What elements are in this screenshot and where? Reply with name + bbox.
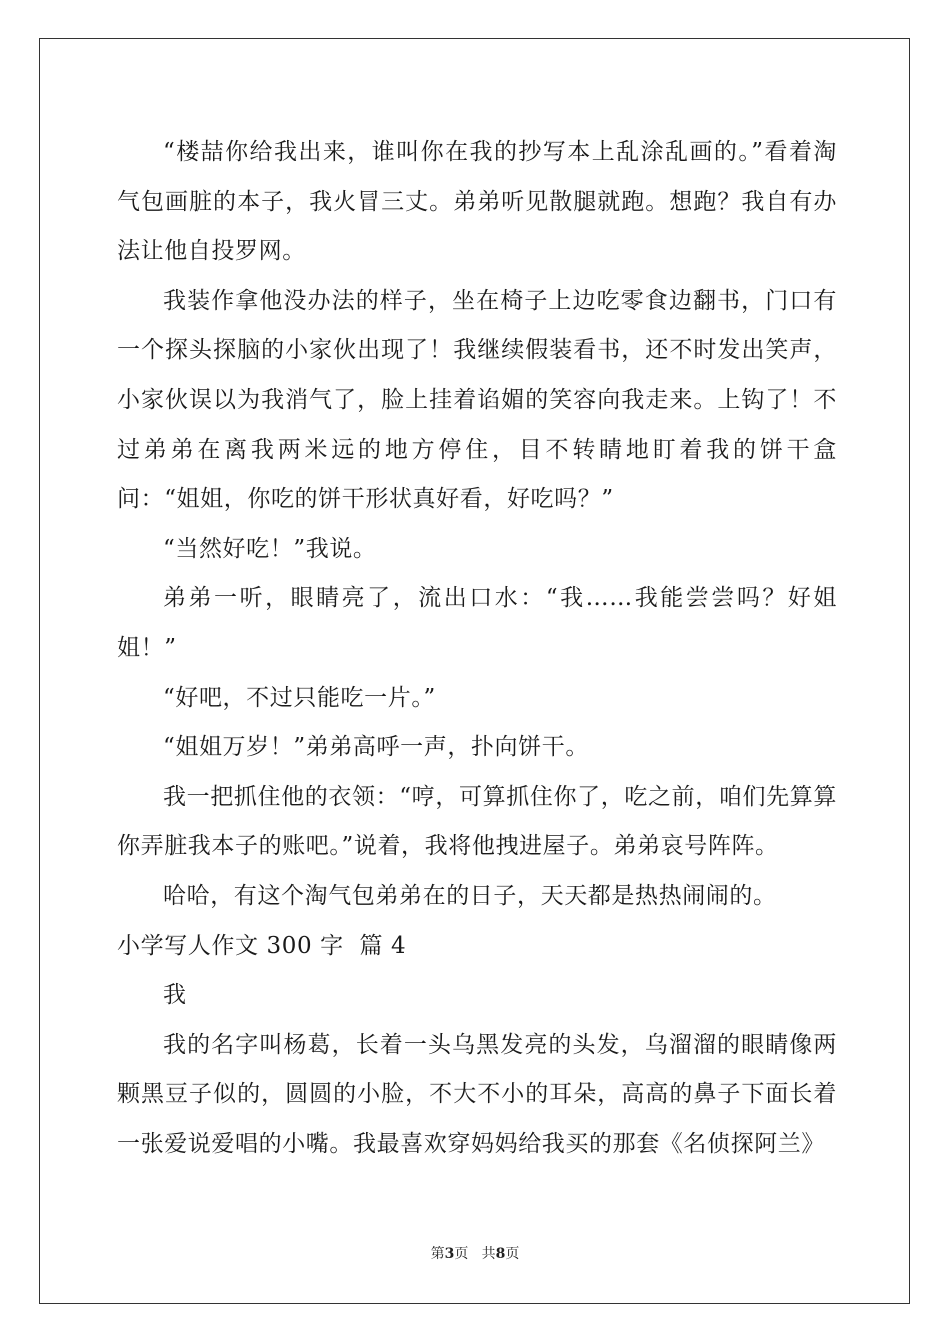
- paragraph: 我: [163, 982, 187, 1009]
- paragraph: 我装作拿他没办法的样子，坐在椅子上边吃零食边翻书，门口有一个探头探脑的小家伙出现了！我继续假装看书，还不时发出笑声，小家伙误以为我消气了，脸上挂着谄媚的笑容向我走来。上钩了！不过弟弟在离我两米远的地方停住，目不转睛地盯着我的饼干盒问：“姐姐，你吃的饼干形状真好看，好吃吗？”: [117, 287, 837, 513]
- paragraph: “楼喆你给我出来，谁叫你在我的抄写本上乱涂乱画的。”看着淘气包画脏的本子，我火冒三丈。弟弟听见散腿就跑。想跑？我自有办法让他自投罗网。: [117, 139, 837, 265]
- section-heading: 小学写人作文 300 字 篇 4: [117, 932, 407, 959]
- footer-total-pages: 8: [495, 1246, 506, 1262]
- paragraph: “姐姐万岁！”弟弟高呼一声，扑向饼干。: [163, 734, 589, 761]
- paragraph: 弟弟一听，眼睛亮了，流出口水：“我……我能尝尝吗？好姐姐！”: [117, 585, 837, 661]
- page-footer: [0, 1244, 950, 1264]
- footer-middle: 页 共: [454, 1246, 496, 1262]
- footer-suffix: 页: [505, 1246, 520, 1262]
- footer-page-number: 3: [444, 1246, 455, 1262]
- paragraph: “好吧，不过只能吃一片。”: [163, 684, 436, 711]
- paragraph: “当然好吃！”我说。: [163, 535, 377, 562]
- document-body: [117, 128, 837, 1169]
- footer-prefix: 第: [430, 1246, 445, 1262]
- paragraph: 我的名字叫杨葛，长着一头乌黑发亮的头发，乌溜溜的眼睛像两颗黑豆子似的，圆圆的小脸，不大不小的耳朵，高高的鼻子下面长着一张爱说爱唱的小嘴。我最喜欢穿妈妈给我买的那套《名侦探阿兰》: [117, 1031, 837, 1157]
- paragraph: 我一把抓住他的衣领：“哼，可算抓住你了，吃之前，咱们先算算你弄脏我本子的账吧。”说着，我将他拽进屋子。弟弟哀号阵阵。: [117, 783, 837, 860]
- paragraph: 哈哈，有这个淘气包弟弟在的日子，天天都是热热闹闹的。: [163, 882, 777, 909]
